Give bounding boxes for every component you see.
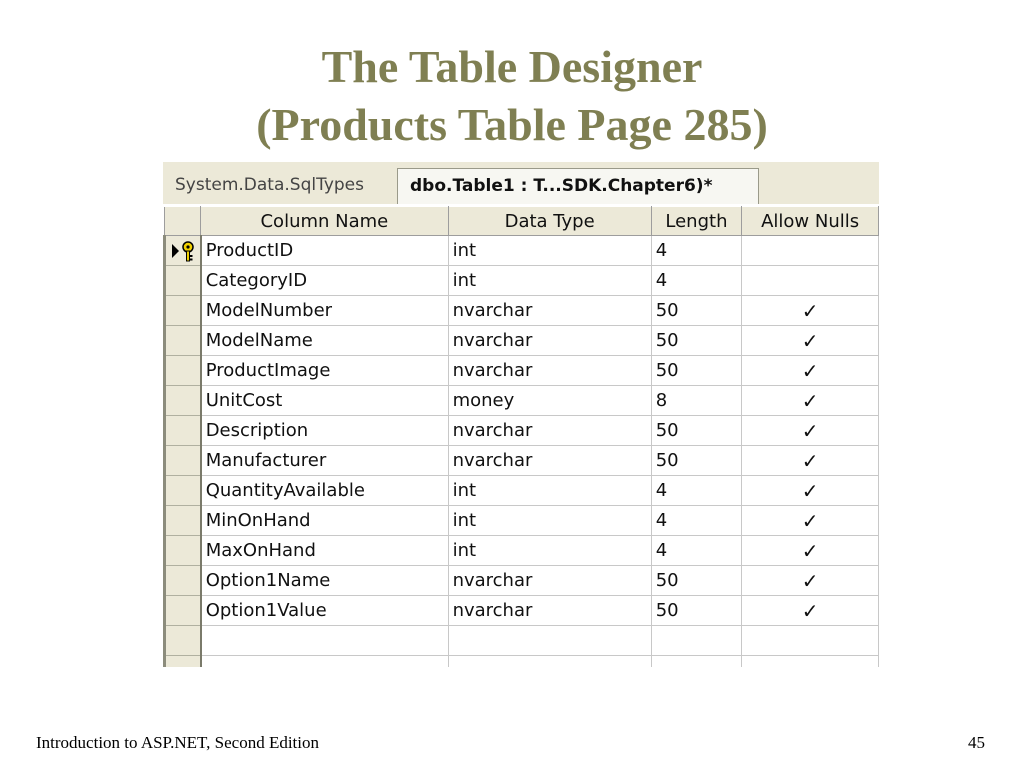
length-cell[interactable]: 4 xyxy=(651,266,742,296)
row-selector[interactable] xyxy=(165,296,201,326)
checkmark-icon: ✓ xyxy=(801,298,819,323)
allow-nulls-cell[interactable] xyxy=(742,386,879,416)
primary-key-icon xyxy=(166,236,200,265)
length-cell[interactable]: 8 xyxy=(651,386,742,416)
allow-nulls-header[interactable]: Allow Nulls xyxy=(742,207,879,236)
row-selector[interactable] xyxy=(165,476,201,506)
column-name-cell[interactable]: Manufacturer xyxy=(201,446,448,476)
row-selector[interactable] xyxy=(165,656,201,668)
allow-nulls-cell[interactable] xyxy=(742,596,879,626)
table-row[interactable] xyxy=(165,476,879,506)
table-row[interactable] xyxy=(165,566,879,596)
row-selector[interactable] xyxy=(165,506,201,536)
row-selector[interactable] xyxy=(165,596,201,626)
allow-nulls-cell[interactable] xyxy=(742,266,879,296)
column-name-cell[interactable]: CategoryID xyxy=(201,266,448,296)
allow-nulls-cell[interactable] xyxy=(742,416,879,446)
table-row[interactable] xyxy=(165,536,879,566)
table-row[interactable] xyxy=(165,236,879,266)
checkmark-icon: ✓ xyxy=(801,328,819,353)
checkmark-icon: ✓ xyxy=(801,508,819,533)
length-cell[interactable]: 50 xyxy=(651,446,742,476)
checkmark-icon: ✓ xyxy=(801,358,819,383)
allow-nulls-cell[interactable] xyxy=(742,506,879,536)
row-selector[interactable] xyxy=(165,236,201,266)
column-name-header[interactable]: Column Name xyxy=(201,207,448,236)
page-number: 45 xyxy=(968,733,985,752)
column-name-cell[interactable]: ModelNumber xyxy=(201,296,448,326)
checkmark-icon: ✓ xyxy=(801,598,819,623)
length-cell[interactable]: 4 xyxy=(651,506,742,536)
row-selector[interactable] xyxy=(165,326,201,356)
length-cell[interactable]: 50 xyxy=(651,296,742,326)
column-name-cell[interactable]: ProductImage xyxy=(201,356,448,386)
length-cell[interactable]: 50 xyxy=(651,416,742,446)
length-cell[interactable]: 50 xyxy=(651,566,742,596)
column-name-cell[interactable]: QuantityAvailable xyxy=(201,476,448,506)
data-type-cell[interactable] xyxy=(448,626,651,656)
checkmark-icon: ✓ xyxy=(801,418,819,443)
length-cell[interactable]: 50 xyxy=(651,596,742,626)
table-row[interactable] xyxy=(165,596,879,626)
row-selector[interactable] xyxy=(165,386,201,416)
column-name-cell[interactable]: ModelName xyxy=(201,326,448,356)
column-name-cell[interactable] xyxy=(201,656,448,668)
row-selector[interactable] xyxy=(165,626,201,656)
allow-nulls-cell[interactable] xyxy=(742,476,879,506)
column-name-cell[interactable] xyxy=(201,626,448,656)
row-selector[interactable] xyxy=(165,416,201,446)
column-name-cell[interactable]: Description xyxy=(201,416,448,446)
table-row[interactable] xyxy=(165,446,879,476)
column-name-cell[interactable]: Option1Value xyxy=(201,596,448,626)
slide-title xyxy=(0,38,1024,154)
data-type-cell[interactable]: nvarchar xyxy=(448,566,651,596)
grid-header-row xyxy=(165,207,879,236)
table-row[interactable] xyxy=(165,356,879,386)
column-name-cell[interactable]: UnitCost xyxy=(201,386,448,416)
table-row[interactable] xyxy=(165,386,879,416)
length-cell[interactable]: 4 xyxy=(651,476,742,506)
allow-nulls-cell[interactable] xyxy=(742,296,879,326)
length-cell[interactable] xyxy=(651,626,742,656)
data-type-cell[interactable]: int xyxy=(448,236,651,266)
tab-table-designer[interactable]: dbo.Table1 : T...SDK.Chapter6)* xyxy=(397,168,759,204)
document-tab-bar xyxy=(163,162,879,206)
row-selector[interactable] xyxy=(165,536,201,566)
table-row[interactable] xyxy=(165,506,879,536)
table-row[interactable] xyxy=(165,296,879,326)
row-selector[interactable] xyxy=(165,356,201,386)
column-grid xyxy=(163,206,879,667)
table-row[interactable] xyxy=(165,416,879,446)
allow-nulls-cell[interactable] xyxy=(742,446,879,476)
column-name-cell[interactable]: MaxOnHand xyxy=(201,536,448,566)
data-type-cell[interactable]: int xyxy=(448,506,651,536)
checkmark-icon: ✓ xyxy=(801,448,819,473)
data-type-cell[interactable]: nvarchar xyxy=(448,416,651,446)
row-selector-header[interactable] xyxy=(165,207,201,236)
row-selector[interactable] xyxy=(165,566,201,596)
footer-text: Introduction to ASP.NET, Second Edition xyxy=(36,733,320,752)
tab-system-data-sqltypes[interactable]: System.Data.SqlTypes xyxy=(175,175,365,195)
allow-nulls-cell[interactable] xyxy=(742,236,879,266)
allow-nulls-cell[interactable] xyxy=(742,566,879,596)
length-cell[interactable]: 4 xyxy=(651,236,742,266)
title-line-2: (Products Table Page 285) xyxy=(256,99,768,150)
checkmark-icon: ✓ xyxy=(801,538,819,563)
data-type-cell[interactable]: nvarchar xyxy=(448,296,651,326)
title-line-1: The Table Designer xyxy=(321,41,703,92)
data-type-cell[interactable]: nvarchar xyxy=(448,446,651,476)
table-row[interactable] xyxy=(165,326,879,356)
checkmark-icon: ✓ xyxy=(801,388,819,413)
length-header[interactable]: Length xyxy=(651,207,742,236)
data-type-cell[interactable]: money xyxy=(448,386,651,416)
table-row[interactable] xyxy=(165,626,879,656)
data-type-cell[interactable]: int xyxy=(448,536,651,566)
table-designer-window xyxy=(163,162,879,667)
column-name-cell[interactable]: Option1Name xyxy=(201,566,448,596)
length-cell[interactable]: 50 xyxy=(651,356,742,386)
column-name-cell[interactable]: MinOnHand xyxy=(201,506,448,536)
data-type-cell[interactable]: int xyxy=(448,476,651,506)
data-type-cell[interactable]: nvarchar xyxy=(448,326,651,356)
length-cell[interactable]: 50 xyxy=(651,326,742,356)
row-selector[interactable] xyxy=(165,446,201,476)
allow-nulls-cell[interactable] xyxy=(742,326,879,356)
allow-nulls-cell[interactable] xyxy=(742,536,879,566)
data-type-cell[interactable] xyxy=(448,656,651,668)
data-type-cell[interactable]: nvarchar xyxy=(448,356,651,386)
table-row[interactable] xyxy=(165,656,879,668)
length-cell[interactable] xyxy=(651,656,742,668)
column-name-cell[interactable]: ProductID xyxy=(201,236,448,266)
length-cell[interactable]: 4 xyxy=(651,536,742,566)
row-selector[interactable] xyxy=(165,266,201,296)
checkmark-icon: ✓ xyxy=(801,478,819,503)
checkmark-icon: ✓ xyxy=(801,568,819,593)
data-type-header[interactable]: Data Type xyxy=(448,207,651,236)
data-type-cell[interactable]: nvarchar xyxy=(448,596,651,626)
allow-nulls-cell[interactable] xyxy=(742,356,879,386)
allow-nulls-cell[interactable] xyxy=(742,626,879,656)
table-row[interactable] xyxy=(165,266,879,296)
data-type-cell[interactable]: int xyxy=(448,266,651,296)
allow-nulls-cell[interactable] xyxy=(742,656,879,668)
grid-body xyxy=(165,236,879,668)
